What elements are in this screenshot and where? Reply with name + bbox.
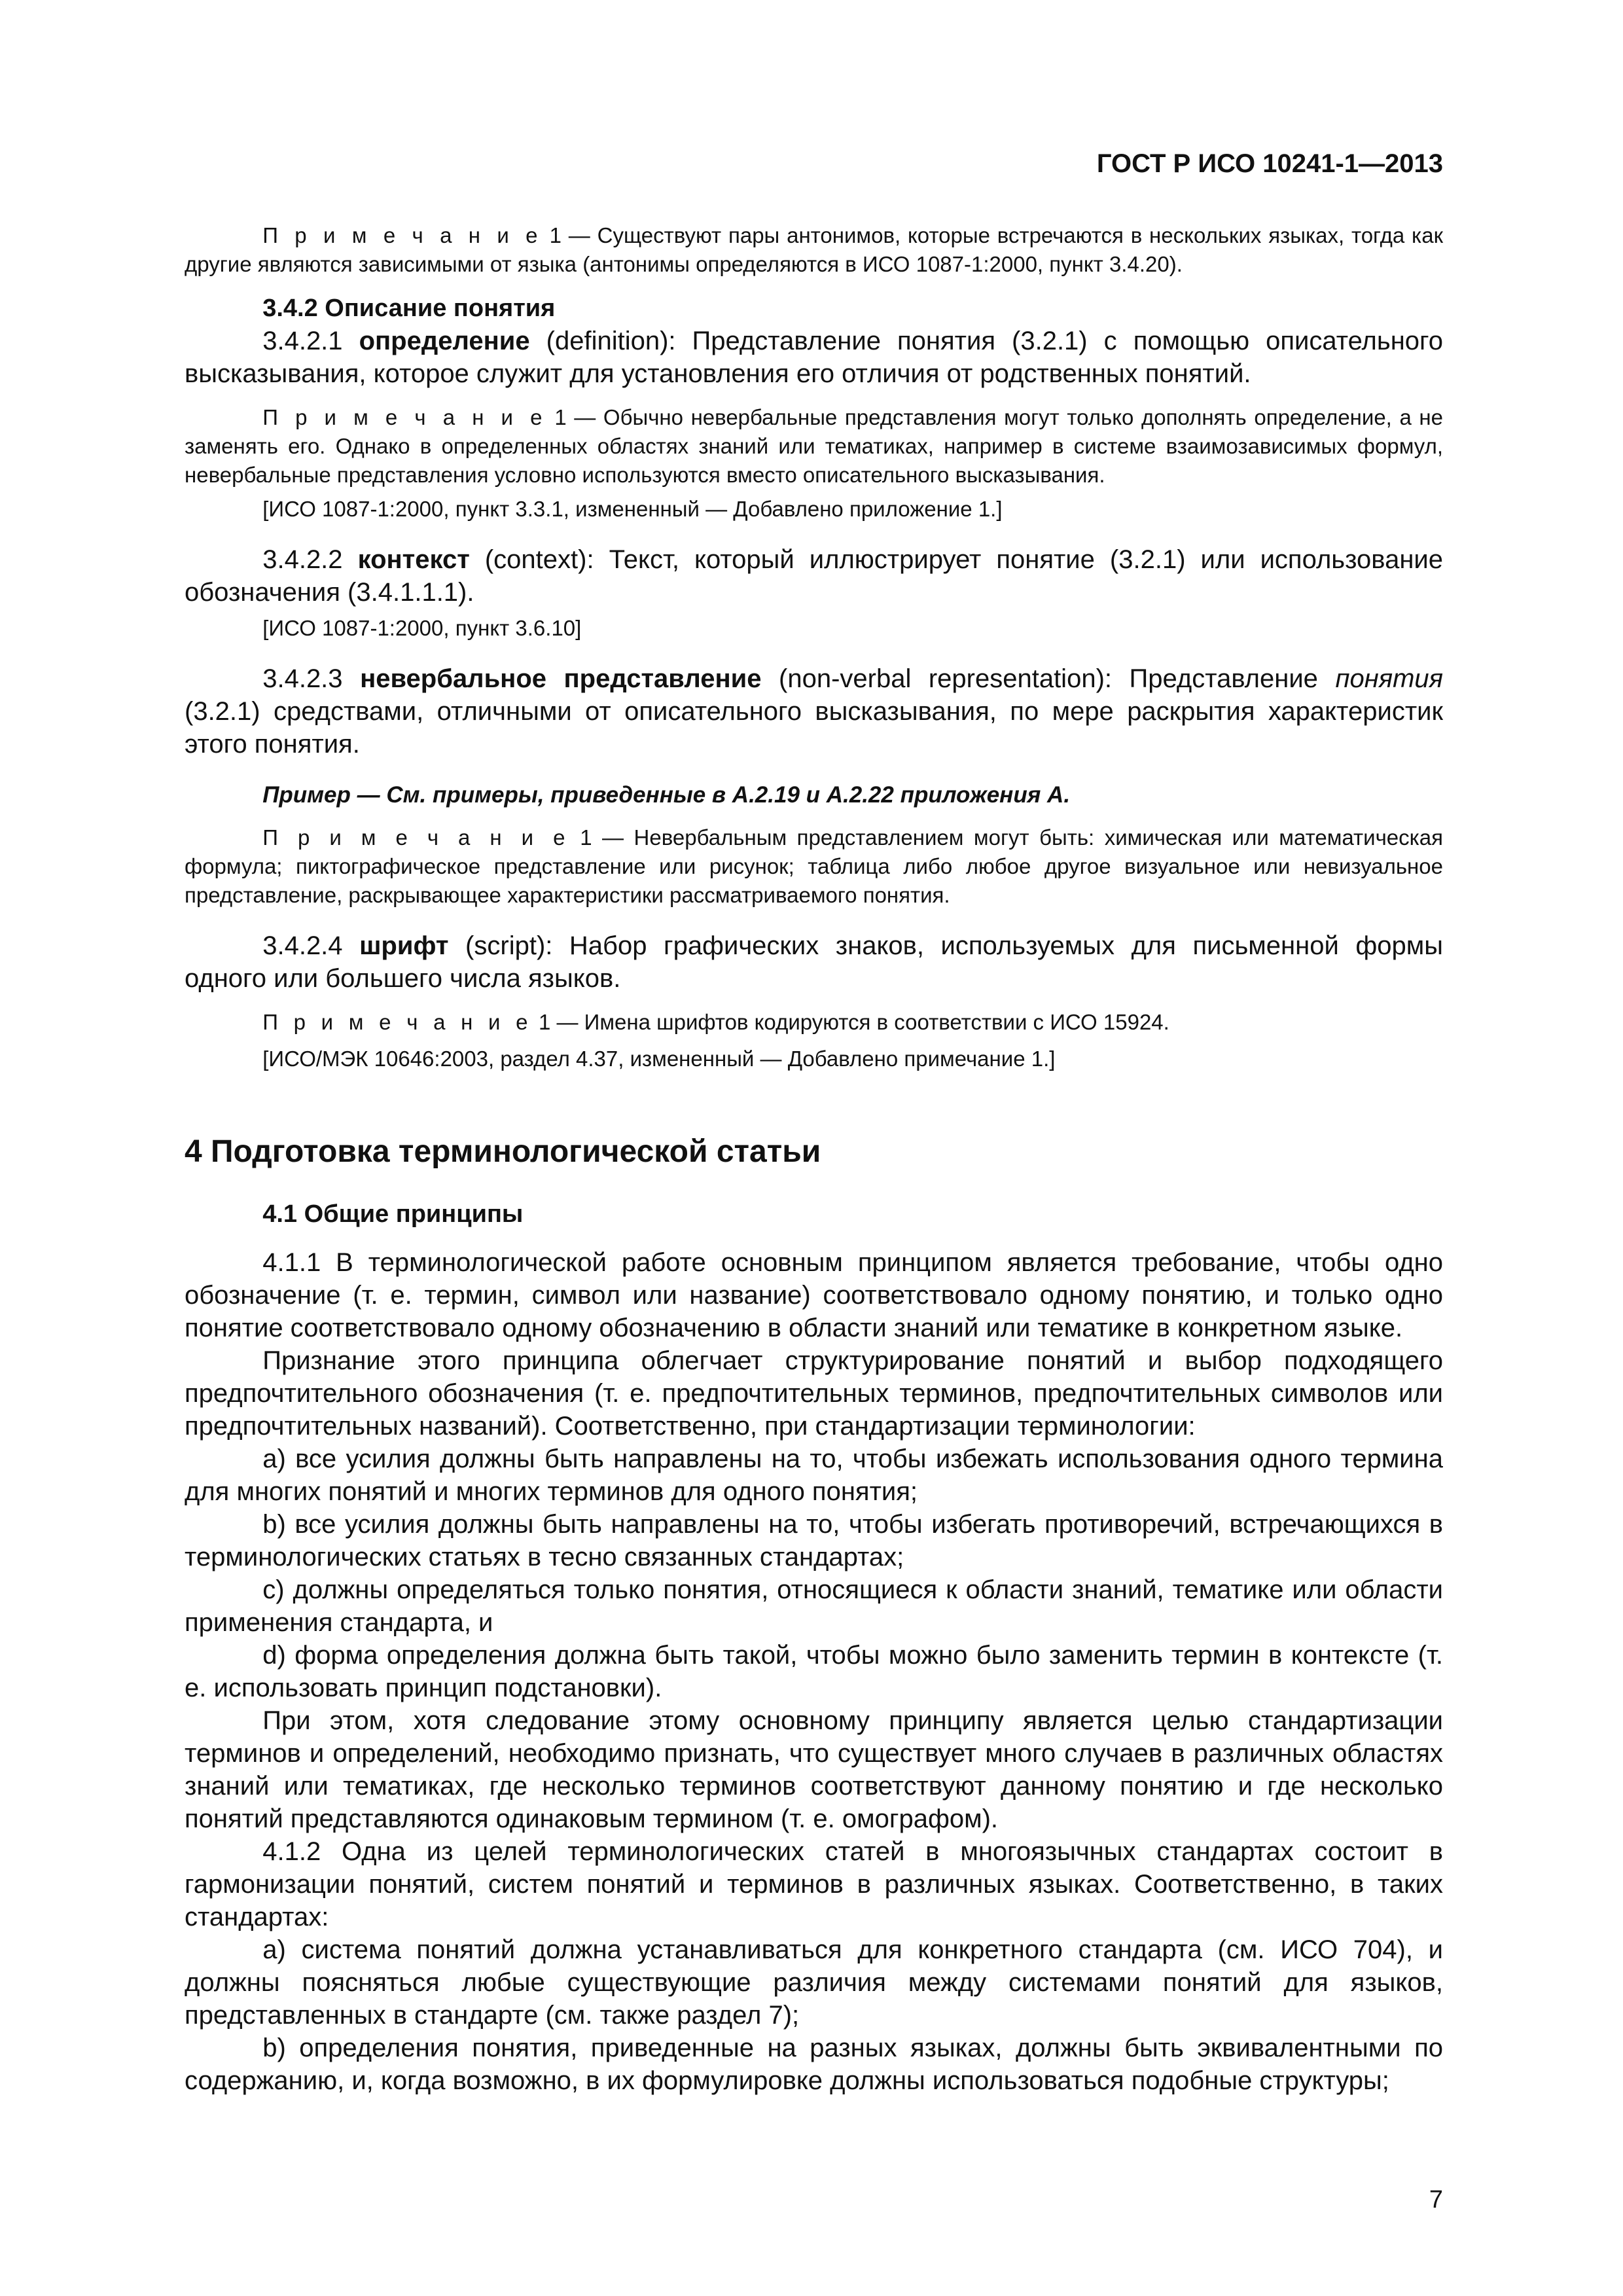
- list-item-4-1-1-c: c) должны определяться только понятия, относящиеся к области знаний, тематике или области применения стандарта, и: [185, 1575, 1443, 1637]
- term-number: 3.4.2.4: [262, 931, 360, 960]
- note-text: 1 — Существуют пары антонимов, которые встречаются в нескольких языках, тогда как другие являются зависимыми от языка (антонимы определяются в ИСО 1087-1:2000, пункт 3.4.20).: [185, 223, 1444, 276]
- term-name: определение: [359, 327, 530, 355]
- note-3-4-2-3: [185, 823, 1443, 910]
- list-item-4-1-1-a: a) все усилия должны быть направлены на то, чтобы избежать использования одного термина для многих понятий и многих терминов для одного понятия;: [185, 1444, 1443, 1506]
- note-3-4-2-4: [185, 1008, 1443, 1037]
- paragraph-4-1-1-b: Признание этого принципа облегчает структурирование понятий и выбор подходящего предпочтительного обозначения (т. е. предпочтительных терминов, предпочтительных символов или предпочтительных названий). Соответственно, при стандартизации терминологии:: [185, 1346, 1443, 1441]
- term-number: 3.4.2.2: [262, 545, 358, 574]
- term-3-4-2-1: [185, 325, 1443, 390]
- source-3-4-2-4: [ИСО/МЭК 10646:2003, раздел 4.37, измененный — Добавлено примечание 1.]: [262, 1047, 1056, 1071]
- note-text: 1 — Обычно невербальные представления могут только дополнять определение, а не заменять его. Однако в определенных областях знаний или тематиках, например в системе взаимозависимых формул, невербальные представления условно используются вместо описательного высказывания.: [185, 405, 1443, 487]
- term-crossref: понятия: [1335, 664, 1444, 693]
- term-3-4-2-3: [185, 662, 1443, 761]
- term-definition-b: (3.2.1) средствами, отличными от описательного высказывания, по мере раскрытия характеристик этого понятия.: [185, 697, 1443, 759]
- note-label: П р и м е ч а н и е: [262, 825, 570, 850]
- paragraph-4-1-2: 4.1.2 Одна из целей терминологических статей в многоязычных стандартах состоит в гармонизации понятий, систем понятий и терминов в различных языках. Соответственно, в таких стандартах:: [185, 1837, 1443, 1931]
- term-number: 3.4.2.3: [262, 664, 361, 693]
- term-name: невербальное представление: [360, 664, 762, 693]
- paragraph-4-1-1: 4.1.1 В терминологической работе основным принципом является требование, чтобы одно обозначение (т. е. термин, символ или название) соответствовало одному понятию, и только одно понятие соответствовало одному обозначению в области знаний или тематике в конкретном языке.: [185, 1248, 1443, 1342]
- term-number: 3.4.2.1: [262, 327, 359, 355]
- source-3-4-2-2: [ИСО 1087-1:2000, пункт 3.6.10]: [262, 616, 582, 640]
- page-number: 7: [1429, 2186, 1443, 2214]
- document-body: [185, 221, 1443, 2097]
- term-definition: (script): Набор графических знаков, используемых для письменной формы одного или большего числа языков.: [185, 931, 1443, 993]
- section-heading-4-1: 4.1 Общие принципы: [262, 1200, 524, 1228]
- note-label: П р и м е ч а н и е: [262, 1010, 533, 1034]
- example-3-4-2-3: Пример — См. примеры, приведенные в А.2.19 и А.2.22 приложения А.: [262, 782, 1071, 808]
- note-3-4-2-1: [185, 403, 1443, 490]
- term-3-4-2-2: [185, 543, 1443, 609]
- source-3-4-2-1: [ИСО 1087-1:2000, пункт 3.3.1, измененный — Добавлено приложение 1.]: [262, 497, 1003, 521]
- paragraph-4-1-1-c: При этом, хотя следование этому основному принципу является целью стандартизации терминов и определений, необходимо признать, что существует много случаев в различных областях знаний или тематиках, где несколько терминов соответствуют данному понятию и где несколько понятий представляются одинаковым термином (т. е. омографом).: [185, 1706, 1443, 1833]
- section-heading-3-4-2: 3.4.2 Описание понятия: [262, 295, 556, 322]
- term-name: шрифт: [359, 931, 449, 960]
- term-definition: (context): Текст, который иллюстрирует понятие (3.2.1) или использование обозначения (3.4.1.1.1).: [185, 545, 1444, 607]
- note-label: П р и м е ч а н и е: [262, 223, 543, 247]
- note-antonyms: [185, 221, 1443, 279]
- note-label: П р и м е ч а н и е: [262, 405, 547, 429]
- term-name: контекст: [357, 545, 470, 574]
- section-heading-4: 4 Подготовка терминологической статьи: [185, 1134, 821, 1169]
- term-definition-a: (non-verbal representation): Представление: [761, 664, 1336, 693]
- list-item-4-1-1-b: b) все усилия должны быть направлены на то, чтобы избегать противоречий, встречающихся в терминологических статьях в тесно связанных стандартах;: [185, 1510, 1443, 1571]
- term-3-4-2-4: [185, 929, 1443, 995]
- note-text: 1 — Имена шрифтов кодируются в соответствии с ИСО 15924.: [532, 1010, 1169, 1034]
- list-item-4-1-2-b: b) определения понятия, приведенные на разных языках, должны быть эквивалентными по содержанию, и, когда возможно, в их формулировке должны использоваться подобные структуры;: [185, 2034, 1443, 2095]
- note-text: 1 — Невербальным представлением могут быть: химическая или математическая формула; пиктографическое представление или рисунок; таблица либо любое другое визуальное или невизуальное представление, раскрывающее характеристики рассматриваемого понятия.: [185, 825, 1443, 907]
- list-item-4-1-2-a: a) система понятий должна устанавливаться для конкретного стандарта (см. ИСО 704), и должны поясняться любые существующие различия между системами понятий для языков, представленных в стандарте (см. также раздел 7);: [185, 1935, 1443, 2030]
- term-definition: (definition): Представление понятия (3.2.1) с помощью описательного высказывания, которое служит для установления его отличия от родственных понятий.: [185, 327, 1443, 388]
- document-header: ГОСТ Р ИСО 10241-1—2013: [1096, 149, 1443, 178]
- list-item-4-1-1-d: d) форма определения должна быть такой, чтобы можно было заменить термин в контексте (т. е. использовать принцип подстановки).: [185, 1641, 1443, 1702]
